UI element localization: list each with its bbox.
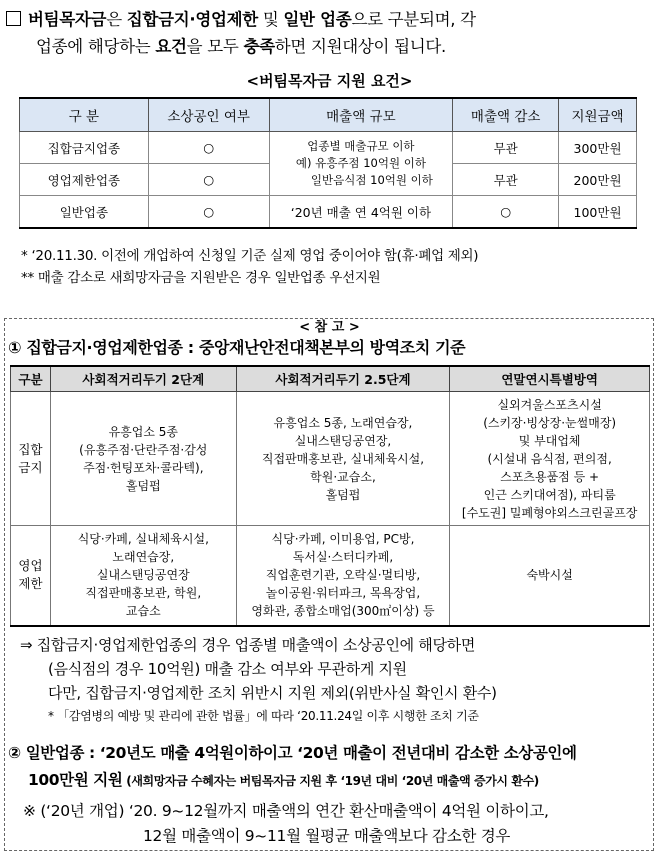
text: 직접판매홍보관, 실내체육시설, [261, 451, 425, 466]
text: 실내스탠딩공연장, [294, 433, 392, 448]
table-row [11, 392, 650, 526]
text: (스키장·빙상장·눈썰매장) [483, 415, 617, 430]
term-beotimmok: 버팀목자금 [28, 10, 107, 29]
text: (시설내 음식점, 편의점, [487, 451, 612, 466]
header-small-biz: 소상공인 여부 [148, 98, 269, 132]
section3-new-business [23, 799, 549, 849]
table-row [11, 526, 650, 626]
cell-level2-closure [50, 392, 236, 526]
cell-category: 집합금지업종 [20, 132, 149, 164]
footnotes [21, 245, 478, 289]
section1-title: ① 집합금지·영업제한업종 : 중앙재난안전대책본부의 방역조치 기준 [8, 338, 466, 357]
term-general: 일반 업종 [283, 10, 352, 29]
row-label-closure [11, 392, 51, 526]
text: 영화관, 종합소매업(300㎡이상) 등 [251, 604, 435, 619]
cell-amount: 100만원 [559, 196, 637, 229]
text: 유흥업소 5종, 노래연습장, [273, 415, 413, 430]
text: 직업훈련기관, 오락실·멀티방, [265, 568, 421, 583]
text: 및 [257, 10, 284, 29]
header-sales-scale: 매출액 규모 [269, 98, 453, 132]
text: 100만원 지원 [28, 771, 123, 789]
text: 놀이공원·워터파크, 목욕장업, [265, 586, 421, 601]
cell-sales-scale-merged [269, 132, 453, 196]
cell-level25-closure [236, 392, 450, 526]
closure-note [20, 633, 497, 727]
checkbox-square-icon [6, 11, 21, 26]
text: 스포츠용품점 등 + [500, 469, 600, 484]
text: 제한 [18, 576, 43, 592]
text: 일반음식점 10억원 이하 [310, 173, 433, 187]
text: 인근 스키대여점), 파티룸 [483, 487, 616, 502]
text: 실외겨울스포츠시설 [497, 397, 602, 412]
reference-label [0, 316, 659, 335]
text: 및 부대업체 [518, 433, 581, 448]
text: 예) 유흥주점 10억원 이하 [295, 156, 426, 170]
support-requirements-table [19, 97, 637, 229]
text: 유흥업소 5종 [108, 424, 178, 439]
footnote: ** 매출 감소로 새희망자금을 지원받은 경우 일반업종 우선지원 [21, 270, 381, 286]
text: 식당·카페, 이미용업, PC방, [271, 532, 415, 547]
header-category: 구 분 [20, 98, 149, 132]
cell-small-biz: ○ [148, 164, 269, 196]
text: 독서실·스터디카페, [292, 550, 394, 565]
text: 12월 매출액이 9~11월 월평균 매출액보다 감소한 경우 [143, 827, 511, 845]
text: 홀덤펍 [325, 487, 361, 502]
table-header-row [20, 98, 637, 132]
header-amount: 지원금액 [559, 98, 637, 132]
section2-general [8, 740, 577, 795]
intro-line-2 [6, 33, 654, 60]
text: (유흥주점·단란주점·감성 [79, 442, 208, 457]
cell-small-biz: ○ [148, 132, 269, 164]
text: 식당·카페, 실내체육시설, [77, 532, 209, 547]
text: [수도권] 밀폐형야외스크린골프장 [461, 505, 638, 520]
table-row [20, 196, 637, 229]
cell-category: 일반업종 [20, 196, 149, 229]
cell-yearend-closure [450, 392, 650, 526]
text: 하면 지원대상이 됩니다. [274, 37, 446, 56]
text: 숙박시설 [526, 568, 573, 583]
text: 주점·헌팅포차·콜라텍), [83, 460, 204, 475]
cell-yearend-restriction [450, 526, 650, 626]
table-header-row [11, 366, 650, 392]
row-label-restriction [11, 526, 51, 626]
table-row [20, 132, 637, 164]
cell-level25-restriction [236, 526, 450, 626]
intro-line-1 [6, 6, 654, 33]
cell-category: 영업제한업종 [20, 164, 149, 196]
header-level-2-5: 사회적거리두기 2.5단계 [236, 366, 450, 392]
text: 은 [106, 10, 127, 29]
term-satisfy: 충족 [243, 37, 275, 56]
cell-amount: 200만원 [559, 164, 637, 196]
text: ② 일반업종 : ‘20년도 매출 4억원이하이고 ‘20년 매출이 전년대비 감소한 소상공인에 [8, 744, 577, 762]
text: 노래연습장, [112, 550, 175, 565]
text: 직접판매홍보관, 학원, [85, 586, 202, 601]
text: 업종에 해당하는 [36, 37, 156, 56]
text: 홀덤펍 [125, 478, 161, 493]
footnote: * ‘20.11.30. 이전에 개업하여 신청일 기준 실제 영업 중이어야 함(휴·폐업 제외) [21, 248, 479, 264]
text: * 「감염병의 예방 및 관리에 관한 법률」에 따라 ‘20.11.24일 이후 시행한 조치 기준 [48, 709, 479, 723]
cell-amount: 300만원 [559, 132, 637, 164]
header-level-2: 사회적거리두기 2단계 [50, 366, 236, 392]
text: ※ (‘20년 개업) ‘20. 9~12월까지 매출액의 연간 환산매출액이 4억원 이하이고, [23, 802, 549, 820]
text: (음식점의 경우 10억원) 매출 감소 여부와 무관하게 지원 [48, 660, 407, 678]
text: 학원·교습소, [310, 469, 376, 484]
cell-decrease: ○ [453, 196, 559, 229]
text: ⇒ 집합금지·영업제한업종의 경우 업종별 매출액이 소상공인에 해당하면 [20, 636, 476, 654]
text: 으로 구분되며, 각 [351, 10, 476, 29]
text: 금지 [18, 459, 43, 475]
term-requirement: 요건 [155, 37, 187, 56]
text: 실내스탠딩공연장 [96, 568, 190, 583]
cell-level2-restriction [50, 526, 236, 626]
text: 을 모두 [186, 37, 244, 56]
text: 다만, 집합금지·영업제한 조치 위반시 지원 제외(위반사실 확인시 환수) [48, 684, 497, 702]
cell-small-biz: ○ [148, 196, 269, 229]
section2-line2 [8, 767, 577, 795]
text: < 참 고 > [293, 320, 365, 335]
cell-sales-scale: ‘20년 매출 연 4억원 이하 [269, 196, 453, 229]
text: (새희망자금 수혜자는 버팀목자금 지원 후 ‘19년 대비 ‘20년 매출액 증가시 환수) [122, 774, 539, 788]
table-caption: <버팀목자금 지원 요건> [246, 72, 413, 90]
cell-decrease: 무관 [453, 164, 559, 196]
term-closure: 집합금지·영업제한 [126, 10, 258, 29]
cell-decrease: 무관 [453, 132, 559, 164]
quarantine-measures-table [10, 365, 650, 627]
text: 업종별 매출규모 이하 [307, 139, 415, 153]
header-sales-decrease: 매출액 감소 [453, 98, 559, 132]
text: 영업 [18, 558, 43, 574]
header-year-end: 연말연시특별방역 [450, 366, 650, 392]
text: 교습소 [125, 604, 161, 619]
header-division: 구분 [11, 366, 51, 392]
text: 집합 [18, 441, 43, 457]
intro-paragraph [6, 6, 654, 60]
